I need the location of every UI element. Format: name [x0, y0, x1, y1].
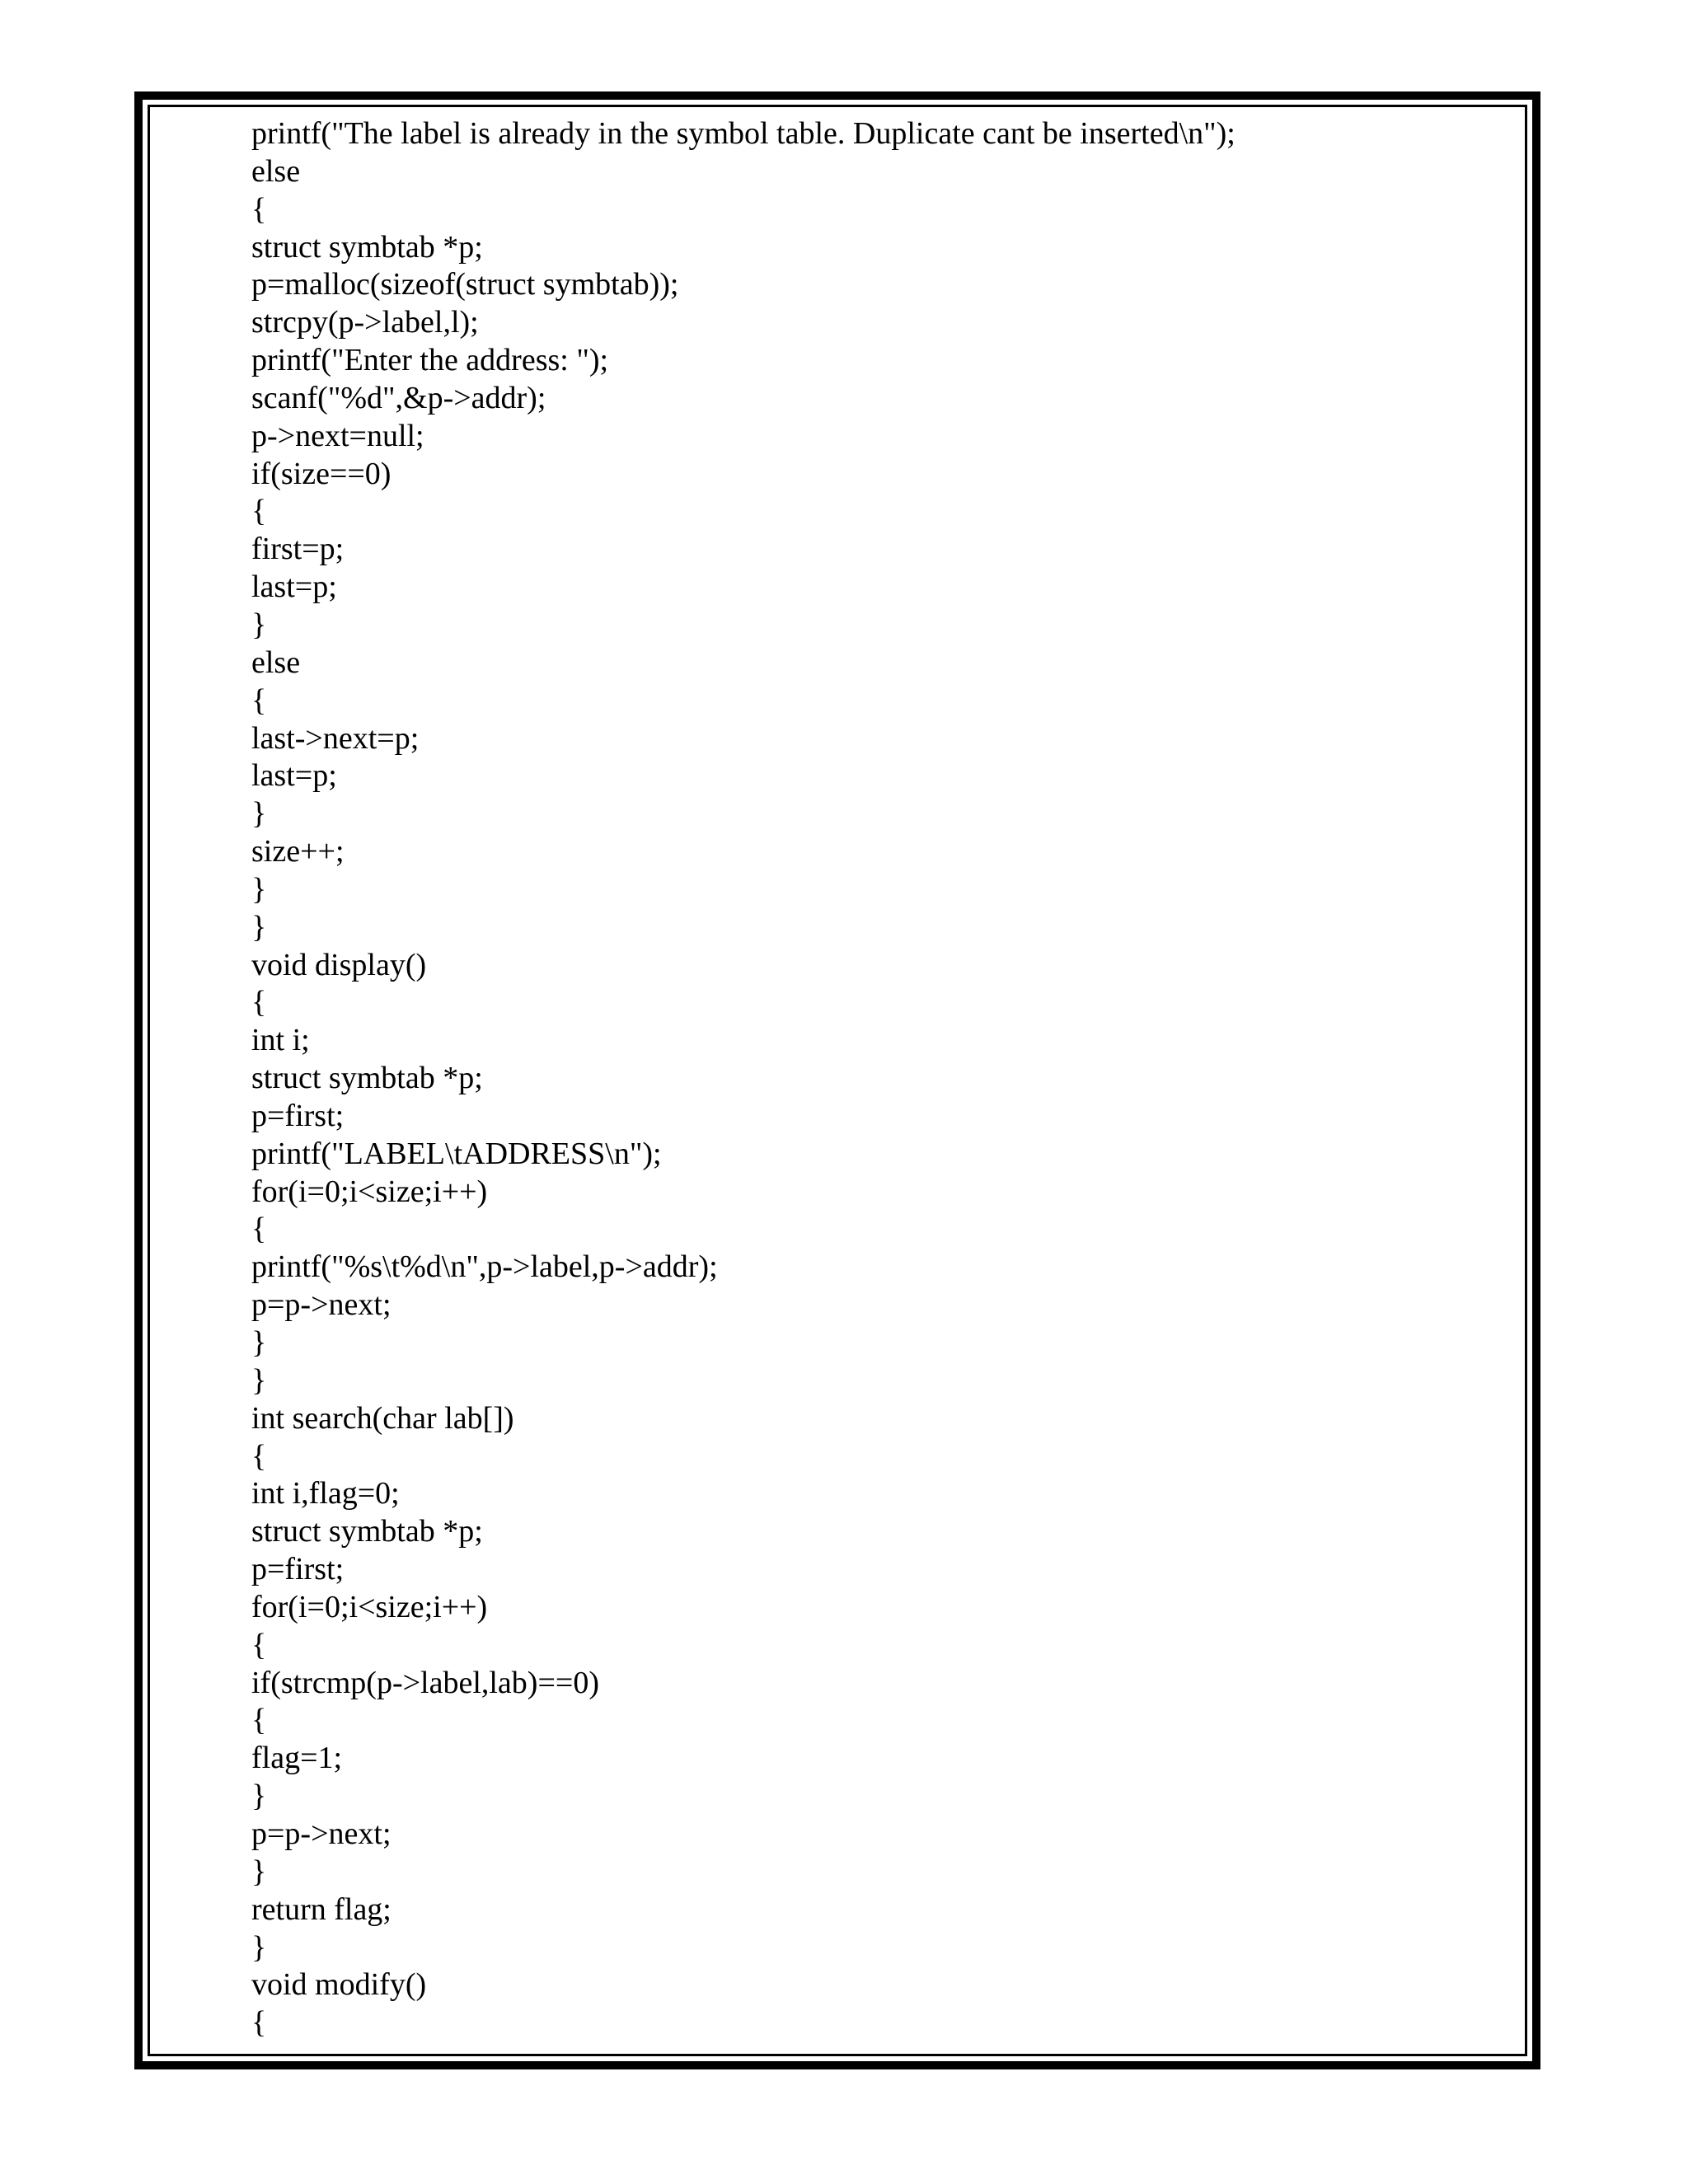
code-line: }	[251, 871, 267, 907]
code-line: printf("LABEL\tADDRESS\n");	[251, 1136, 662, 1171]
code-line: else	[251, 644, 301, 680]
code-line: }	[251, 1929, 267, 1965]
code-line: void display()	[251, 947, 427, 982]
code-line: flag=1;	[251, 1741, 343, 1776]
code-line: last=p;	[251, 569, 337, 605]
code-line: p=malloc(sizeof(struct symbtab));	[251, 267, 679, 302]
code-line: }	[251, 607, 267, 642]
code-line: {	[251, 1703, 267, 1738]
code-line: int search(char lab[])	[251, 1400, 514, 1436]
code-line: void modify()	[251, 1967, 427, 2003]
code-line: {	[251, 682, 267, 718]
code-line: }	[251, 1362, 267, 1398]
code-line: first=p;	[251, 532, 345, 567]
code-line: p->next=null;	[251, 418, 424, 453]
code-line: {	[251, 2005, 267, 2041]
code-line: {	[251, 1438, 267, 1474]
code-line: }	[251, 796, 267, 832]
code-line: {	[251, 985, 267, 1020]
code-line: p=first;	[251, 1098, 345, 1133]
code-line: for(i=0;i<size;i++)	[251, 1589, 488, 1624]
code-line: struct symbtab *p;	[251, 1514, 483, 1549]
code-listing	[251, 115, 1488, 2042]
code-line: printf("Enter the address: ");	[251, 343, 609, 378]
code-line: }	[251, 1854, 267, 1889]
code-line: if(size==0)	[251, 456, 392, 491]
code-line: int i;	[251, 1023, 310, 1058]
code-line: }	[251, 1779, 267, 1814]
code-line: p=p->next;	[251, 1287, 392, 1323]
code-line: else	[251, 153, 301, 189]
code-line: p=p->next;	[251, 1816, 392, 1851]
code-line: if(strcmp(p->label,lab)==0)	[251, 1665, 599, 1700]
code-line: int i,flag=0;	[251, 1476, 400, 1511]
code-line: return flag;	[251, 1891, 392, 1927]
code-line: {	[251, 494, 267, 529]
code-line: {	[251, 1627, 267, 1662]
code-line: }	[251, 1325, 267, 1360]
code-line: {	[251, 1212, 267, 1247]
code-line: scanf("%d",&p->addr);	[251, 380, 546, 415]
code-line: last=p;	[251, 758, 337, 794]
code-line: strcpy(p->label,l);	[251, 305, 479, 340]
code-line: printf("The label is already in the symbol table. Duplicate cant be inserted\n");	[251, 116, 1236, 151]
code-line: size++;	[251, 834, 345, 869]
code-line: struct symbtab *p;	[251, 229, 483, 265]
code-line: last->next=p;	[251, 720, 420, 756]
code-line: for(i=0;i<size;i++)	[251, 1174, 488, 1209]
code-line: }	[251, 909, 267, 944]
code-line: printf("%s\t%d\n",p->label,p->addr);	[251, 1249, 718, 1285]
code-line: struct symbtab *p;	[251, 1061, 483, 1096]
code-line: {	[251, 191, 267, 227]
code-line: p=first;	[251, 1552, 345, 1587]
